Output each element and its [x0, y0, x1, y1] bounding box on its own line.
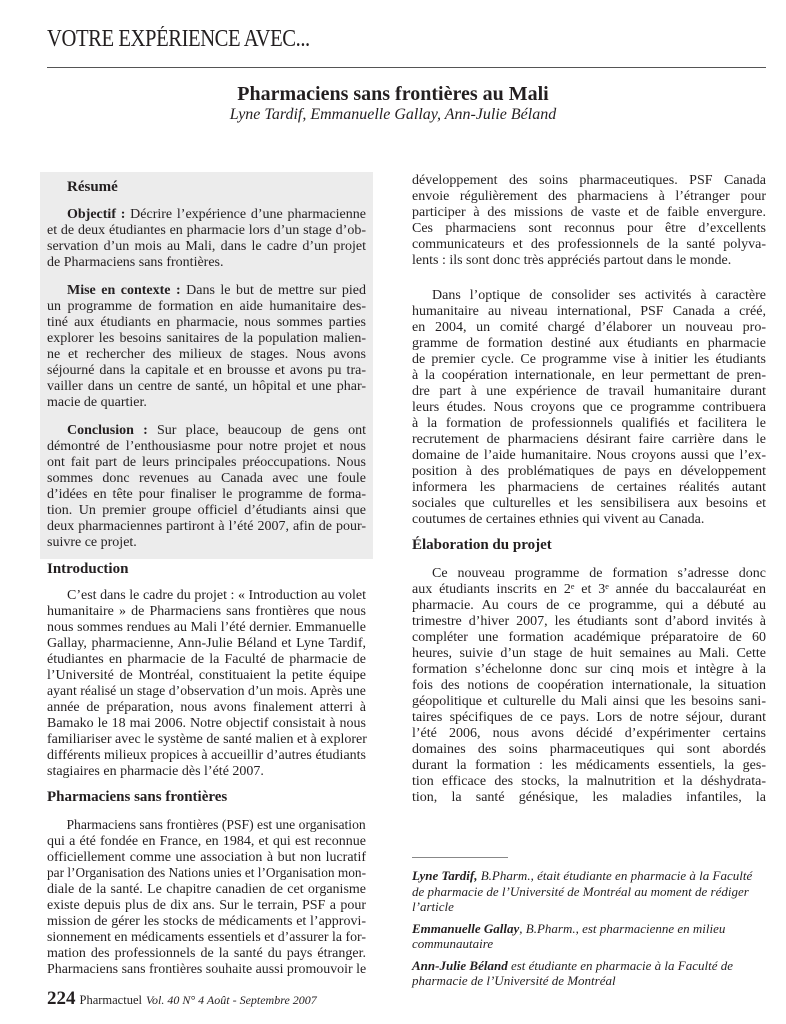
text-line-content: formation s’échelonne donc sur cinq mois et intègre à la — [412, 662, 766, 677]
text-line — [47, 946, 366, 962]
author-note-name: Ann-Julie Béland — [412, 957, 508, 973]
text-line — [47, 331, 366, 347]
text-line-content: tion, la santé génésique, les maladies infantiles, la — [412, 790, 766, 805]
text-line-content: tion. Un premier groupe officiel d’étudiants ainsi que — [47, 503, 366, 518]
running-title: VOTRE EXPÉRIENCE AVEC... — [47, 26, 310, 52]
text-line — [47, 898, 366, 914]
text-line — [47, 700, 366, 716]
text-line-content: explorer les besoins sanitaires de la population malien- — [47, 331, 366, 346]
text-line — [47, 535, 366, 551]
text-line — [47, 764, 366, 780]
text-line-content: humanitaire au niveau international, PSF Canada a créé, — [412, 304, 766, 319]
text-line-content: domaine de l’aide humanitaire. Nous croyons aussi que l’ex- — [412, 448, 766, 463]
text-line-content: d’idées en tête pour finaliser le programme de forma- — [47, 487, 366, 502]
text-line-content: officiellement comme une association à but non lucratif — [47, 850, 366, 865]
text-line-content: dre part à une expérience de travail humanitaire durant — [412, 384, 766, 399]
text-line — [412, 432, 766, 448]
text-line — [47, 423, 366, 439]
text-line-content: nous sommes rendues au Mali l’été dernier. Emmanuelle — [47, 620, 366, 635]
section-heading-elaboration: Élaboration du projet — [412, 537, 552, 553]
author-note-text: est étudiante en pharmacie à la Faculté de pharmacie de l’Université de Montréal — [412, 957, 733, 988]
text-line — [412, 173, 766, 189]
text-line-content: C’est dans le cadre du projet : « Introduction au volet — [67, 588, 366, 603]
text-line-content: participer à des missions de vaste et de faible envergure. — [412, 205, 766, 220]
text-line — [47, 930, 366, 946]
text-line-content: démontré de l’enthousiasme pour notre projet et nous — [47, 439, 366, 454]
introduction-paragraph — [47, 588, 366, 780]
text-line-content: sociales que culturelles et les sensibilisera aux besoins et — [412, 496, 766, 511]
text-line — [412, 758, 766, 774]
text-line — [47, 834, 366, 850]
text-line — [412, 205, 766, 221]
text-line-content: géopolitique et culturelle du Mali ainsi que les besoins sani- — [412, 694, 766, 709]
text-line — [412, 710, 766, 726]
text-line-content: diale de la santé. Le chapitre canadien de cet organisme — [47, 882, 366, 897]
text-line — [412, 416, 766, 432]
text-line — [47, 439, 366, 455]
text-line-content: recrutement de pharmaciens désirant faire carrière dans le — [412, 432, 766, 447]
text-line — [47, 487, 366, 503]
text-line — [412, 774, 766, 790]
text-line-content: ayant réalisé un stage d’observation d’un mois. Après une — [47, 684, 366, 699]
text-line — [412, 614, 766, 630]
text-line — [412, 400, 766, 416]
text-line-content: Dans l’optique de consolider ses activités à caractère — [432, 288, 766, 303]
text-line-content: durant la formation : les médicaments essentiels, la ges- — [412, 758, 766, 773]
text-line — [47, 363, 366, 379]
article-title: Pharmaciens sans frontières au Mali — [237, 83, 549, 105]
text-line-content: pharmacie. Au cours de ce programme, qui a débuté au — [412, 598, 766, 613]
text-line — [47, 818, 366, 834]
author-notes — [412, 868, 766, 995]
text-line-content: vailler dans un centre de santé, un hôpital et une phar- — [47, 379, 366, 394]
author-note-text: B.Pharm., était étudiante en pharmacie à la Faculté de pharmacie de l’Université de Montréal au moment de rédiger l’article — [412, 868, 753, 914]
paragraph-gap — [47, 411, 366, 423]
text-line-content: taires spécifiques de ce pays. Lors de notre séjour, durant — [412, 710, 766, 725]
text-line-content: qui a été fondée en France, en 1984, et qui est reconnue — [47, 834, 366, 849]
text-line-content: gramme de formation destiné aux étudiants en pharmacie — [412, 336, 766, 351]
text-line-content: sommes donc revenues au Canada avec une foule — [47, 471, 366, 486]
text-line-content: trimestre d’hiver 2007, les étudiants sont d’abord invités à — [412, 614, 766, 629]
paragraph-label: Objectif : — [67, 207, 126, 222]
text-line — [47, 732, 366, 748]
paragraph-gap — [47, 271, 366, 283]
text-line — [47, 223, 366, 239]
abstract-conclusion — [47, 423, 366, 551]
text-line — [412, 678, 766, 694]
text-line — [412, 336, 766, 352]
text-line — [412, 480, 766, 496]
author-note-name: Lyne Tardif, — [412, 868, 478, 883]
text-line-content: ont fait part de leurs principales préoccupations. Nous — [47, 455, 366, 470]
text-line-content: position à des problématiques de pays en développement — [412, 464, 766, 479]
text-line — [47, 668, 366, 684]
text-line — [412, 221, 766, 237]
text-line — [412, 464, 766, 480]
text-line-content: sionnement en médicaments essentiels et d’assurer la for- — [47, 930, 366, 945]
text-line — [47, 652, 366, 668]
text-line — [47, 620, 366, 636]
text-line-content: année de préparation, nous avons finalement atterri à — [47, 700, 366, 715]
text-line — [47, 315, 366, 331]
text-line-content: mation des professionnels de la santé du pays étranger. — [47, 946, 366, 961]
text-line-content: heures, suivie d’un stage de huit semaines au Mali. Cette — [412, 646, 766, 661]
text-line — [412, 352, 766, 368]
text-line-content: Pharmaciens sans frontières souhaite aussi promouvoir le — [47, 962, 367, 977]
text-line — [47, 962, 367, 978]
text-line — [47, 684, 366, 700]
text-line-content: deux pharmaciennes partiront à l’été 2007, afin de pour- — [47, 519, 366, 534]
text-line — [412, 304, 766, 320]
author-note — [412, 868, 766, 915]
text-line-content: leurs études. Nous croyons que ce programme contribuera — [412, 400, 766, 415]
text-line-content: envoie régulièrement des pharmaciens à l’étranger pour — [412, 189, 766, 204]
text-line — [412, 566, 766, 582]
text-line — [412, 237, 766, 253]
text-line-content: développement des soins pharmaceutiques. PSF Canada — [412, 173, 766, 188]
author-note-text: , B.Pharm., est pharmacienne en milieu communautaire — [412, 920, 726, 951]
issue-info: Vol. 40 N° 4 Août - Septembre 2007 — [145, 993, 317, 1007]
text-line — [412, 630, 766, 646]
page-footer — [47, 988, 317, 1010]
text-line-content: différents milieux propices à accueillir d’autres étudiants — [47, 748, 366, 763]
text-line — [412, 646, 766, 662]
text-line-content: servation d’un mois au Mali, dans le cadre d’un projet — [47, 239, 366, 254]
text-line-content: domaines des soins pharmaceutiques qui sont abordés — [412, 742, 766, 757]
text-line — [47, 882, 366, 898]
text-line — [47, 395, 366, 411]
text-line-content: tion efficace des stocks, la malnutrition et la déshydrata- — [412, 774, 766, 789]
author-note-name: Emmanuelle Gallay — [412, 920, 520, 936]
text-line — [47, 255, 366, 271]
text-line — [47, 471, 366, 487]
text-line — [47, 914, 366, 930]
text-line-content: Sur place, beaucoup de gens ont — [147, 423, 366, 438]
abstract-box — [40, 172, 373, 559]
text-line-content: informera les pharmaciens de certaines réalités autant — [412, 480, 766, 495]
psf-paragraph-3 — [412, 288, 766, 528]
text-line — [47, 379, 366, 395]
footnote-rule — [412, 857, 508, 858]
psf-paragraph-1 — [47, 818, 366, 978]
text-line-content: à la formation de professionnels qualifiés et facilitera le — [412, 416, 766, 431]
text-line — [47, 299, 366, 315]
text-line — [412, 253, 766, 269]
text-line — [412, 512, 766, 528]
author-note — [412, 921, 766, 952]
magazine-name: Pharmactuel — [79, 993, 142, 1007]
text-line — [412, 189, 766, 205]
text-line-content: mission de gérer les stocks de médicaments et l’approvi- — [47, 914, 366, 929]
text-line-content: communicateurs et des professionnels de la santé polyva- — [412, 237, 766, 252]
text-line — [47, 347, 366, 363]
text-line — [412, 582, 766, 598]
text-line — [47, 866, 367, 882]
text-line — [47, 748, 366, 764]
text-line-content: de premier cycle. Ce programme vise à initier les étudiants — [412, 352, 766, 367]
text-line — [47, 519, 366, 535]
text-line-content: aux étudiants inscrits en 2ᵉ et 3ᵉ année du baccalauréat en — [412, 582, 766, 597]
text-line — [412, 448, 766, 464]
text-line — [47, 636, 366, 652]
header-rule — [47, 67, 766, 68]
text-line — [47, 455, 366, 471]
text-line — [412, 368, 766, 384]
text-line-content: ne et rechercher des milieux de stages. Nous avons — [47, 347, 366, 362]
text-line-content: Gallay, pharmacienne, Ann-Julie Béland et Lyne Tardif, — [47, 636, 366, 651]
elaboration-paragraph — [412, 566, 766, 806]
text-line-content: Pharmaciens sans frontières (PSF) est une organisation — [66, 818, 366, 833]
text-line — [412, 320, 766, 336]
text-line — [47, 850, 366, 866]
text-line-content: lents : ils sont donc très appréciés partout dans le monde. — [412, 253, 732, 268]
text-line — [47, 207, 366, 223]
text-line-content: stagiaires en pharmacie dès l’été 2007. — [47, 764, 264, 779]
abstract-contexte — [47, 283, 366, 411]
text-line — [412, 726, 766, 742]
paragraph-label: Conclusion : — [67, 423, 148, 438]
text-line-content: par l’Organisation des Nations unies et l’Organisation mon- — [47, 866, 367, 881]
text-line — [412, 384, 766, 400]
text-line-content: séjourné dans la capitale et en brousse et avons pu tra- — [47, 363, 366, 378]
text-line-content: Dans le but de mettre sur pied — [180, 283, 366, 298]
text-line-content: Ce nouveau programme de formation s’adresse donc — [432, 566, 766, 581]
text-line-content: un programme de formation en aide humanitaire des- — [47, 299, 366, 314]
text-line-content: existe depuis plus de dix ans. Sur le terrain, PSF a pour — [47, 898, 366, 913]
author-note — [412, 958, 766, 989]
section-heading-psf: Pharmaciens sans frontières — [47, 789, 228, 805]
text-line — [47, 604, 366, 620]
abstract-heading: Résumé — [67, 179, 118, 195]
section-heading-introduction: Introduction — [47, 561, 129, 577]
article-authors: Lyne Tardif, Emmanuelle Gallay, Ann-Julie Béland — [229, 106, 557, 123]
text-line-content: Ces pharmaciens sont reconnus pour être d’excellents — [412, 221, 766, 236]
paragraph-label: Mise en contexte : — [67, 283, 181, 298]
text-line-content: familiariser avec le système de santé malien et à explorer — [47, 732, 367, 747]
text-line — [47, 283, 366, 299]
text-line — [47, 239, 366, 255]
text-line — [412, 662, 766, 678]
text-line — [412, 742, 766, 758]
text-line-content: étudiantes en pharmacie de la Faculté de pharmacie de — [47, 652, 366, 667]
text-line — [47, 588, 366, 604]
text-line-content: humanitaire » de Pharmaciens sans frontières que nous — [47, 604, 366, 619]
text-line-content: macie de quartier. — [47, 395, 147, 410]
abstract-objectif — [47, 207, 366, 271]
text-line-content: et de deux étudiantes en pharmacie lors d’un stage d’ob- — [47, 223, 366, 238]
text-line-content: en 2004, un comité chargé d’élaborer un nouveau pro- — [412, 320, 766, 335]
text-line-content: tiné aux étudiants en pharmacie, nous sommes parties — [47, 315, 366, 330]
text-line-content: compléter une formation académique préparatoire de 60 — [412, 630, 766, 645]
text-line — [412, 790, 766, 806]
text-line — [412, 694, 766, 710]
text-line-content: l’Université de Montréal, constituaient la petite équipe — [47, 668, 366, 683]
psf-paragraph-2 — [412, 173, 766, 269]
text-line — [47, 716, 366, 732]
text-line-content: suivre ce projet. — [47, 535, 137, 550]
text-line-content: Bamako le 18 mai 2006. Notre objectif consistait à nous — [47, 716, 366, 731]
text-line-content: coutumes de certaines ethnies qui vivent au Canada. — [412, 512, 705, 527]
text-line-content: à la coopération internationale, en leur permettant de pren- — [412, 368, 766, 383]
text-line-content: Décrire l’expérience d’une pharmacienne — [125, 207, 366, 222]
text-line-content: l’été 2006, nous avons décidé d’expérimenter certains — [412, 726, 766, 741]
text-line — [412, 496, 766, 512]
text-line — [412, 288, 766, 304]
text-line-content: de Pharmaciens sans frontières. — [47, 255, 224, 270]
text-line — [47, 503, 366, 519]
text-line-content: fois des notions de coopération internationale, la situation — [412, 678, 766, 693]
page-number: 224 — [47, 988, 76, 1009]
text-line — [412, 598, 766, 614]
